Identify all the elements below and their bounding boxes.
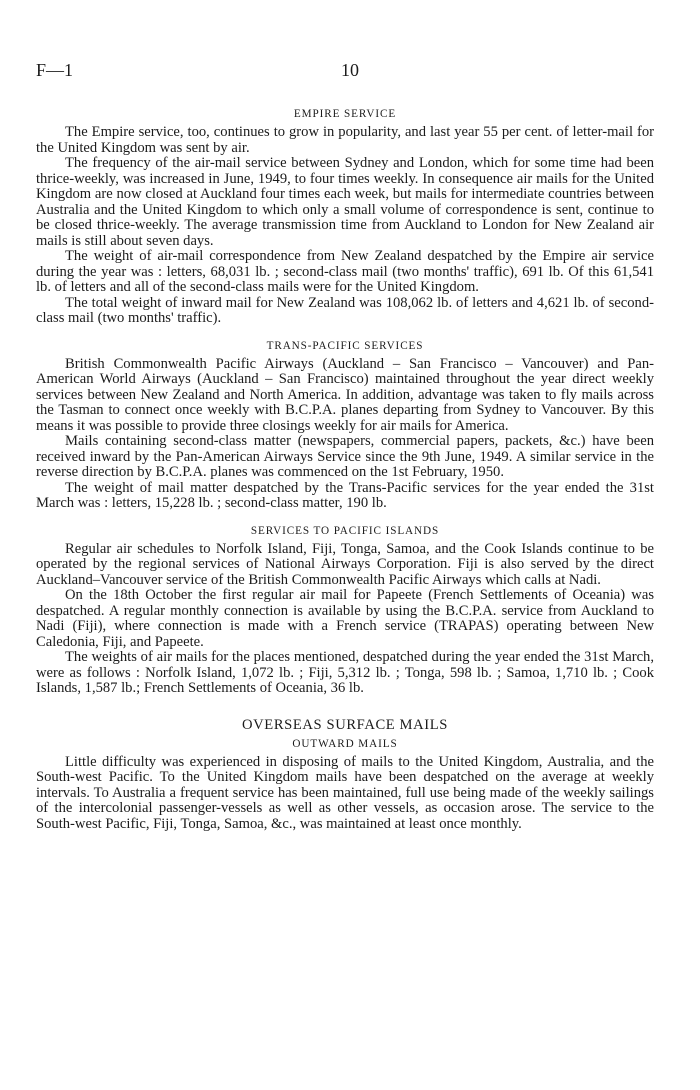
section-overseas-surface-mails: [36, 717, 654, 833]
document-body: [36, 60, 654, 832]
paragraph: The total weight of inward mail for New Zealand was 108,062 lb. of letters and 4,621 lb. of second-class mail (two months' traffic).: [36, 294, 654, 326]
section-empire-service: [36, 108, 654, 327]
paragraph: The weight of mail matter despatched by the Trans-Pacific services for the year ended the 31st March was : letters, 15,228 lb. ; second-class matter, 190 lb.: [36, 479, 654, 511]
paragraph: On the 18th October the first regular air mail for Papeete (French Settlements of Oceania) was despatched. A regular monthly connection is available by using the B.C.P.A. service from Auckland to Nadi (Fiji), where connection is made with a French service (TRAPAS) operating between New Caledonia, Fiji, and Papeete.: [36, 587, 654, 650]
section-trans-pacific-services: [36, 340, 654, 512]
page-number: 10: [341, 60, 359, 80]
paragraph: Regular air schedules to Norfolk Island, Fiji, Tonga, Samoa, and the Cook Islands continue to be operated by the regional services of National Airways Corporation. Fiji is also served by the direct Auckland–Vancouver service of the British Commonwealth Pacific Airways which calls at Nadi.: [36, 540, 654, 588]
paragraph: Mails containing second-class matter (newspapers, commercial papers, packets, &c.) have been received inward by the Pan-American Airways Service since the 9th June, 1949. A similar service in the reverse direction by B.C.P.A. planes was commenced on the 1st February, 1950.: [36, 433, 654, 480]
section-heading: EMPIRE SERVICE: [293, 108, 397, 120]
document-reference: F—1: [36, 60, 74, 80]
sub-heading: OUTWARD MAILS: [292, 737, 398, 750]
paragraph: The weights of air mails for the places mentioned, despatched during the year ended the 31st March, were as follows : Norfolk Island, 1,072 lb. ; Fiji, 5,312 lb. ; Tonga, 598 lb. ; Samoa, 1,710 lb. ; Cook Islands, 1,587 lb.; French Settlements of Oceania, 36 lb.: [36, 649, 654, 696]
section-services-to-pacific-islands: [36, 525, 654, 697]
paragraph: British Commonwealth Pacific Airways (Auckland – San Francisco – Vancouver) and Pan-American World Airways (Auckland – San Francisco) maintained throughout the year direct weekly services between New Zealand and North America. In addition, advantage was taken to fly mails across the Tasman to connect once weekly with B.C.P.A. planes departing from Sydney to Vancouver. By this means it was possible to provide three closings weekly for air mails for America.: [36, 355, 654, 434]
section-heading: TRANS-PACIFIC SERVICES: [266, 339, 424, 352]
paragraph: The Empire service, too, continues to grow in popularity, and last year 55 per cent. of letter-mail for the United Kingdom was sent by air.: [36, 124, 654, 156]
section-heading: SERVICES TO PACIFIC ISLANDS: [250, 524, 440, 537]
paragraph: The weight of air-mail correspondence from New Zealand despatched by the Empire air service during the year was : letters, 68,031 lb. ; second-class mail (two months' traffic), 691 lb. Of this 61,541 lb. of letters and all of the second-class mails were for the United Kingdom.: [36, 248, 654, 295]
paragraph: Little difficulty was experienced in disposing of mails to the United Kingdom, Australia, and the South-west Pacific. To the United Kingdom mails have been despatched on the average at weekly intervals. To Australia a frequent service has been maintained, full use being made of the weekly sailings of the intercolonial passenger-vessels as well as other vessels, as occasion arose. The service to the South-west Pacific, Fiji, Tonga, Samoa, &c., was maintained at least once monthly.: [36, 753, 654, 832]
major-heading: OVERSEAS SURFACE MAILS: [242, 716, 448, 733]
paragraph: The frequency of the air-mail service between Sydney and London, which for some time had been thrice-weekly, was increased in June, 1949, to four times weekly. In consequence air mails for the United Kingdom are now closed at Auckland four times each week, but mails for intermediate countries between Australia and the United Kingdom to which only a small volume of correspondence is sent, continue to be closed thrice-weekly. The average transmission time from Auckland to London for New Zealand air mails is still about seven days.: [36, 155, 654, 249]
